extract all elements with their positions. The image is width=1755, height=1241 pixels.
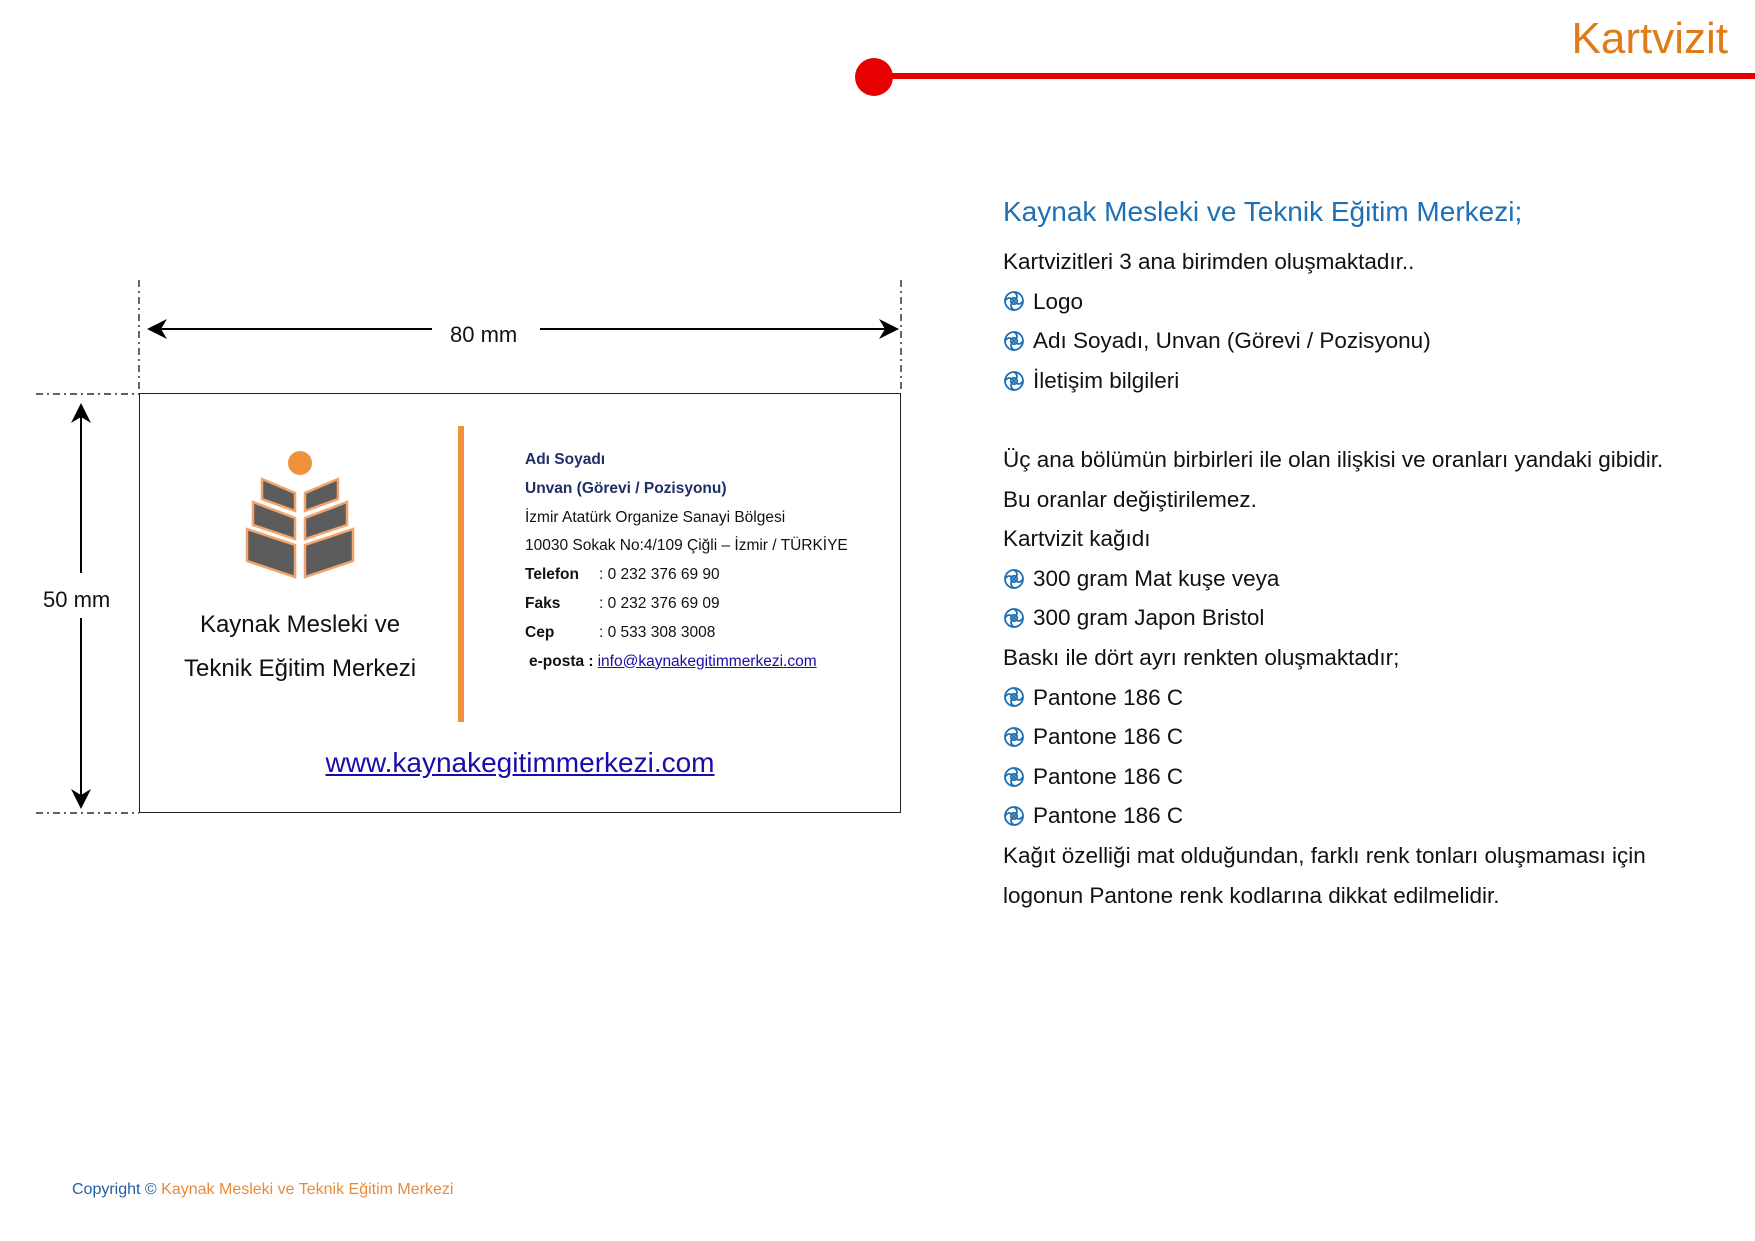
card-mobile-value: : 0 533 308 3008 <box>599 623 716 641</box>
card-website <box>140 747 900 779</box>
footer-org-name: Kaynak Mesleki ve Teknik Eğitim Merkezi <box>161 1181 454 1198</box>
section-heading: Kaynak Mesleki ve Teknik Eğitim Merkezi; <box>1003 196 1523 227</box>
spiral-bullet-icon <box>1003 290 1025 312</box>
relation-text-2: Bu oranlar değiştirilemez. <box>1003 486 1257 512</box>
intro-text: Kartvizitleri 3 ana birimden oluşmaktadır.. <box>1003 249 1415 274</box>
spiral-bullet-icon <box>1003 766 1025 788</box>
unit-item-contact: İletişim bilgileri <box>1033 367 1180 393</box>
list-item <box>1003 796 1723 836</box>
list-item <box>1003 678 1723 718</box>
card-person-name: Adı Soyadı <box>525 451 606 468</box>
card-phone-value: : 0 232 376 69 90 <box>599 566 720 584</box>
card-fax-label: Faks <box>525 594 561 612</box>
color-item-4: Pantone 186 C <box>1033 803 1184 829</box>
wheat-logo-icon <box>229 449 371 579</box>
card-divider <box>458 426 464 722</box>
description-column <box>1003 192 1723 915</box>
paper-item-2: 300 gram Japon Bristol <box>1033 605 1265 631</box>
card-contact-info <box>525 446 848 676</box>
card-fax-value: : 0 232 376 69 09 <box>599 594 720 612</box>
list-item <box>1003 559 1723 599</box>
card-mobile-label: Cep <box>525 623 555 641</box>
footer-copyright <box>72 1181 453 1199</box>
list-item <box>1003 717 1723 757</box>
paper-heading: Kartvizit kağıdı <box>1003 526 1151 552</box>
card-email-link[interactable]: info@kaynakegitimmerkezi.com <box>597 652 817 670</box>
card-org-name-line-1: Kaynak Mesleki ve <box>199 611 401 638</box>
spiral-bullet-icon <box>1003 726 1025 748</box>
spiral-bullet-icon <box>1003 330 1025 352</box>
card-email-row <box>525 648 848 677</box>
relation-text-1: Üç ana bölümün birbirleri ile olan ilişkisi ve oranları yandaki gibidir. <box>1003 446 1664 472</box>
business-card <box>139 393 901 813</box>
page-title: Kartvizit <box>1571 14 1728 63</box>
list-item <box>1003 321 1723 361</box>
spiral-bullet-icon <box>1003 686 1025 708</box>
color-item-2: Pantone 186 C <box>1033 724 1184 750</box>
list-item <box>1003 282 1723 322</box>
card-fax-row <box>525 590 848 619</box>
width-dimension-label: 80 mm <box>450 322 518 347</box>
height-dimension-label: 50 mm <box>43 587 111 612</box>
card-phone-label: Telefon <box>525 566 579 584</box>
unit-item-logo: Logo <box>1033 288 1084 314</box>
note-text-1: Kağıt özelliği mat olduğundan, farklı renk tonları oluşmaması için <box>1003 842 1646 868</box>
card-mobile-row <box>525 619 848 648</box>
color-item-3: Pantone 186 C <box>1033 763 1184 789</box>
spacer <box>1003 400 1723 440</box>
list-item <box>1003 361 1723 401</box>
spiral-bullet-icon <box>1003 805 1025 827</box>
header-rule <box>872 73 1755 79</box>
card-phone-row <box>525 561 848 590</box>
paper-item-1: 300 gram Mat kuşe veya <box>1033 565 1280 591</box>
card-email-label: e-posta : <box>529 652 594 670</box>
card-address-line-1: İzmir Atatürk Organize Sanayi Bölgesi <box>525 508 786 526</box>
list-item <box>1003 598 1723 638</box>
color-item-1: Pantone 186 C <box>1033 684 1184 710</box>
card-website-link[interactable]: www.kaynakegitimmerkezi.com <box>325 747 715 778</box>
spiral-bullet-icon <box>1003 607 1025 629</box>
card-address-line-2: 10030 Sokak No:4/109 Çiğli – İzmir / TÜRKİYE <box>525 537 848 555</box>
spiral-bullet-icon <box>1003 568 1025 590</box>
card-person-title: Unvan (Görevi / Pozisyonu) <box>525 479 727 497</box>
note-text-2: logonun Pantone renk kodlarına dikkat edilmelidir. <box>1003 882 1500 908</box>
footer-copyright-prefix: Copyright © <box>72 1181 157 1198</box>
spiral-bullet-icon <box>1003 370 1025 392</box>
print-heading: Baskı ile dört ayrı renkten oluşmaktadır; <box>1003 644 1400 670</box>
unit-item-name-title: Adı Soyadı, Unvan (Görevi / Pozisyonu) <box>1033 328 1431 354</box>
card-org-name-line-2: Teknik Eğitim Merkezi <box>183 655 417 682</box>
list-item <box>1003 757 1723 797</box>
